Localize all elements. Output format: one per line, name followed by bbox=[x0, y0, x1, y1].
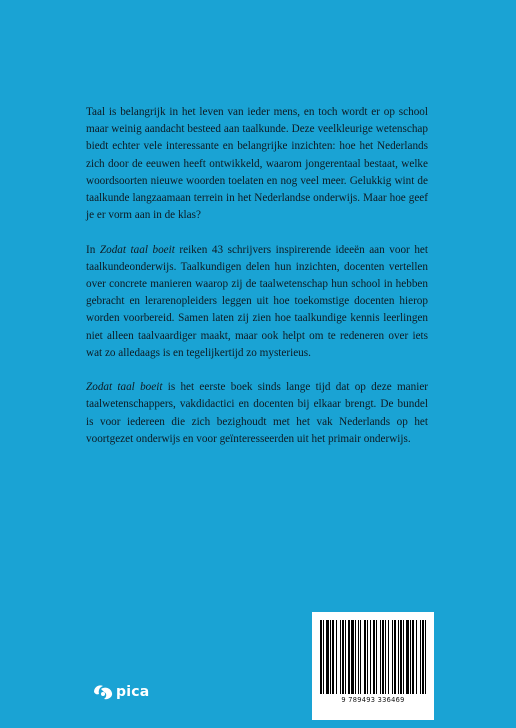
blurb-p2-intro: In bbox=[86, 243, 100, 256]
blurb-p2-body: reiken 43 schrijvers inspirerende ideeën aan voor het taalkundeonderwijs. Taalkundigen delen hun inzichten, docenten vertellen over concrete manieren waarop zij de taalwetenschap hun school in hebben gebracht en lerarenopleiders leggen uit hoe toekomstige docenten hierop worden voorbereid. Samen laten zij zien hoe taalkundige kennis leerlingen niet alleen taalvaardiger maakt, maar ook helpt om te redeneren over iets wat zo alledaags is en tegelijkertijd zo mysterieus. bbox=[86, 243, 428, 359]
publisher-mark bbox=[92, 683, 149, 701]
isbn-barcode bbox=[312, 612, 434, 720]
blurb-p3-body: is het eerste boek sinds lange tijd dat op deze manier taalwetenschappers, vakdidactici en docenten bij elkaar brengt. De bundel is voor iedereen die zich bezighoudt met het vak Nederlands op het voortgezet onderwijs en voor geïnteresseerden uit het primair onderwijs. bbox=[86, 381, 429, 445]
isbn-number: 9 789493 336469 bbox=[341, 696, 405, 704]
publisher-name: pica bbox=[116, 684, 150, 700]
blurb-paragraph-1: Taal is belangrijk in het leven van ieder mens, en toch wordt er op school maar weinig aandacht besteed aan taalkunde. Deze veelkleurige wetenschap biedt echter vele interessante en belangrijke inzichten: hoe het Nederlands zich door de eeuwen heeft ontwikkeld, waarom jongerentaal bestaat, welke woordsoorten nieuwe woorden toelaten en nog veel meer. Gelukkig wint de taalkunde langzaamaan terrein in het Nederlandse onderwijs. Maar hoe geef je er vorm aan in de klas? bbox=[86, 106, 428, 222]
book-title-mention: Zodat taal boeit bbox=[86, 381, 163, 394]
book-title-mention: Zodat taal boeit bbox=[99, 243, 175, 256]
back-cover-blurb bbox=[86, 104, 428, 465]
pica-logo-icon bbox=[92, 683, 114, 701]
blurb-paragraph-2 bbox=[86, 242, 428, 362]
blurb-paragraph-3 bbox=[86, 379, 428, 448]
barcode-bars-icon bbox=[320, 620, 426, 694]
